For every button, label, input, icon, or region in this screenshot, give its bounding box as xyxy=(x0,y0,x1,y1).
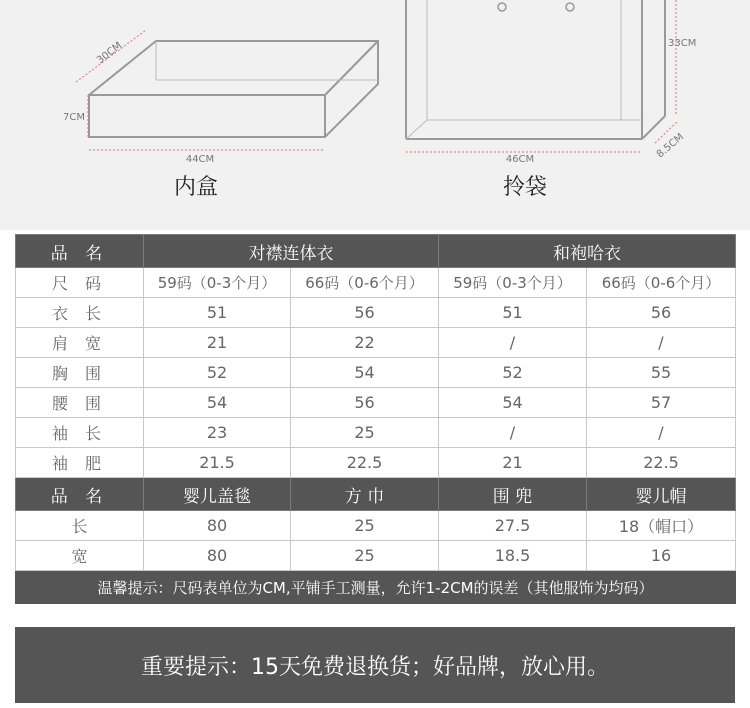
table-cell: 23 xyxy=(144,418,291,448)
table-cell: 16 xyxy=(587,541,736,571)
table1-header-row xyxy=(16,235,736,268)
return-policy-notice: 重要提示：15天免费退换货；好品牌，放心用。 xyxy=(15,627,735,703)
inner-box-length-label: 44CM xyxy=(185,154,215,165)
table2-header-label: 品 名 xyxy=(16,478,144,511)
table-cell: 52 xyxy=(144,358,291,388)
table2-header-product: 围 兜 xyxy=(439,478,587,511)
size-row-label: 尺 码 xyxy=(16,268,144,298)
table-cell: 27.5 xyxy=(439,511,587,541)
table-cell: / xyxy=(587,328,736,358)
table-row xyxy=(16,418,736,448)
table-cell: 54 xyxy=(439,388,587,418)
table-cell: 25 xyxy=(291,511,439,541)
table-cell: 25 xyxy=(291,541,439,571)
row-label: 长 xyxy=(16,511,144,541)
table-cell: 56 xyxy=(587,298,736,328)
table-cell: 21.5 xyxy=(144,448,291,478)
row-label: 袖 肥 xyxy=(16,448,144,478)
table-cell: 80 xyxy=(144,511,291,541)
table-cell: 54 xyxy=(291,358,439,388)
table1-header-product: 和袍哈衣 xyxy=(439,235,736,268)
tote-bag-drawing xyxy=(406,0,665,139)
measurement-note: 温馨提示：尺码表单位为CM,平铺手工测量，允许1-2CM的误差（其他服饰为均码） xyxy=(16,571,736,604)
table-cell: 57 xyxy=(587,388,736,418)
table-cell: 21 xyxy=(144,328,291,358)
table-cell: / xyxy=(439,418,587,448)
size-cell: 59码（0-3个月） xyxy=(144,268,291,298)
size-cell: 66码（0-6个月） xyxy=(291,268,439,298)
table2-header-product: 方 巾 xyxy=(291,478,439,511)
table-cell: 80 xyxy=(144,541,291,571)
table-cell: / xyxy=(439,328,587,358)
table-row xyxy=(16,511,736,541)
table-cell: 56 xyxy=(291,388,439,418)
tote-bag-caption: 拎袋 xyxy=(503,175,548,200)
table-cell: 55 xyxy=(587,358,736,388)
table-row xyxy=(16,541,736,571)
dimension-diagrams xyxy=(0,0,750,230)
dimension-drawings xyxy=(0,0,750,230)
row-label: 腰 围 xyxy=(16,388,144,418)
table-cell: 51 xyxy=(144,298,291,328)
table2-header-row xyxy=(16,478,736,511)
tote-bag-dimension-lines xyxy=(406,0,678,152)
table-cell: 52 xyxy=(439,358,587,388)
row-label: 袖 长 xyxy=(16,418,144,448)
table-cell: 54 xyxy=(144,388,291,418)
row-label: 胸 围 xyxy=(16,358,144,388)
row-label: 衣 长 xyxy=(16,298,144,328)
table-cell: 22 xyxy=(291,328,439,358)
table-cell: 22.5 xyxy=(587,448,736,478)
table-cell: / xyxy=(587,418,736,448)
tote-bag-gusset-label: 8.5CM xyxy=(654,131,687,161)
size-chart-table xyxy=(15,234,736,604)
table-cell: 18（帽口） xyxy=(587,511,736,541)
tote-bag-width-label: 46CM xyxy=(505,154,535,165)
table-cell: 22.5 xyxy=(291,448,439,478)
table-cell: 51 xyxy=(439,298,587,328)
table-cell: 56 xyxy=(291,298,439,328)
table-cell: 25 xyxy=(291,418,439,448)
table2-header-product: 婴儿帽 xyxy=(587,478,736,511)
table-cell: 21 xyxy=(439,448,587,478)
inner-box-drawing xyxy=(89,41,378,137)
table1-size-row xyxy=(16,268,736,298)
size-cell: 66码（0-6个月） xyxy=(587,268,736,298)
row-label: 肩 宽 xyxy=(16,328,144,358)
inner-box-height-label: 7CM xyxy=(63,112,85,123)
note-row xyxy=(16,571,736,604)
table1-header-product: 对襟连体衣 xyxy=(144,235,439,268)
table-row xyxy=(16,298,736,328)
table2-header-product: 婴儿盖毯 xyxy=(144,478,291,511)
table-row xyxy=(16,448,736,478)
table-row xyxy=(16,358,736,388)
table-row xyxy=(16,328,736,358)
inner-box-depth-label: 30CM xyxy=(95,40,125,67)
size-cell: 59码（0-3个月） xyxy=(439,268,587,298)
table1-header-label: 品 名 xyxy=(16,235,144,268)
inner-box-caption: 内盒 xyxy=(174,175,219,200)
tote-bag-height-label: 33CM xyxy=(668,38,697,49)
table-cell: 18.5 xyxy=(439,541,587,571)
row-label: 宽 xyxy=(16,541,144,571)
table-row xyxy=(16,388,736,418)
